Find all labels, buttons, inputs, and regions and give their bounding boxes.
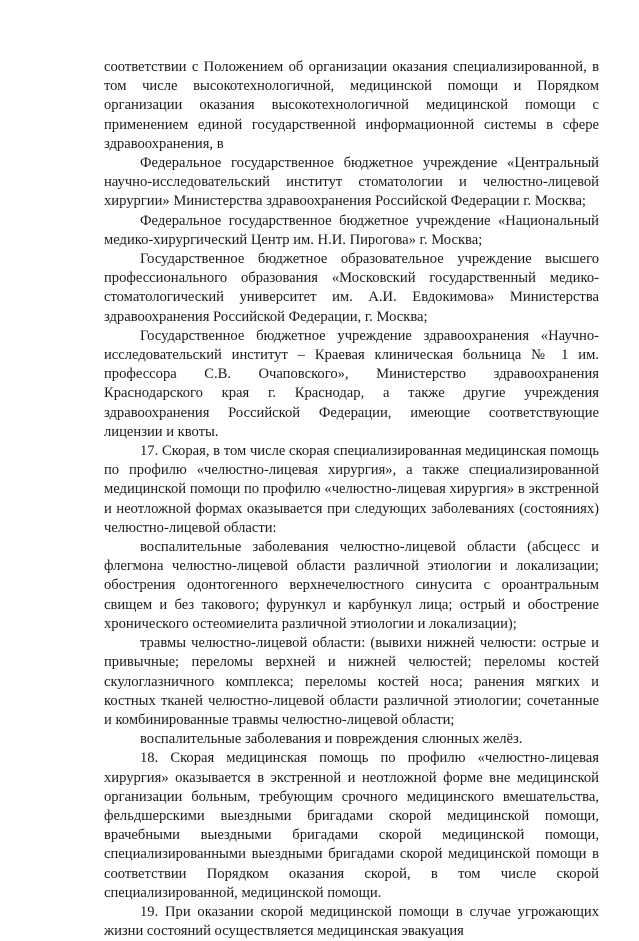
paragraph-item-17: 17. Скорая, в том числе скорая специализированная медицинская помощь по профилю «челюстно-лицевая хирургия», а также специализированной медицинской помощи по профилю «челюстно-лицевая хирургия» в экстренной и неотложной формах оказывается при следующих заболеваниях (состояниях) челюстно-лицевой области: — [104, 443, 599, 536]
paragraph-institution-msmsu: Государственное бюджетное образовательное учреждение высшего профессионального образования «Московский государственный медико-стоматологический университет им. А.И. Евдокимова» Министерства здравоохранения Российской Федерации, г. Москва; — [104, 251, 599, 325]
paragraph-salivary-glands: воспалительные заболевания и повреждения слюнных желёз. — [140, 731, 523, 748]
paragraph-institution-pirogov: Федеральное государственное бюджетное учреждение «Национальный медико-хирургический Центр им. Н.И. Пирогова» г. Москва; — [104, 212, 599, 248]
paragraph-continuation: соответствии с Положением об организации оказания специализированной, в том числе высокотехнологичной, медицинской помощи и Порядком организации оказания высокотехнологичной медицинской помощи с применением единой государственной информационной системы в сфере здравоохранения, в — [104, 59, 599, 152]
paragraph-inflammatory-diseases: воспалительные заболевания челюстно-лицевой области (абсцесс и флегмона челюстно-лицевой области различной этиологии и локализации; обострения одонтогенного верхнечелюстного синусита с ороантральным свищем и без такового; фурункул и карбункул лица; острый и обострение хронического остеомиелита различной этиологии и локализации); — [104, 539, 599, 632]
paragraph-institution-krasnodar: Государственное бюджетное учреждение здравоохранения «Научно-исследовательский институт – Краевая клиническая больница № 1 им. профессора С.В. Очаповского», Министерство здравоохранения Краснодарского края г. Краснодар, а также другие учреждения здравоохранения Российской Федерации, имеющие соответствующие лицензии и квоты. — [104, 327, 599, 440]
paragraph-item-19: 19. При оказании скорой медицинской помощи в случае угрожающих жизни состояний осуществляется медицинская эвакуация — [104, 903, 599, 940]
paragraph-item-18: 18. Скорая медицинская помощь по профилю «челюстно-лицевая хирургия» оказывается в экстренной и неотложной форме вне медицинской организации больным, требующим срочного медицинского вмешательства, фельдшерскими выездными бригадами скорой медицинской помощи, врачебными выездными бригадами скорой медицинской помощи, специализированными выездными бригадами скорой медицинской помощи в соответствии Порядком оказания скорой, в том числе скорой специализированной, медицинской помощи. — [104, 750, 599, 901]
paragraph-institution-cniis: Федеральное государственное бюджетное учреждение «Центральный научно-исследовательский институт стоматологии и челюстно-лицевой хирургии» Министерства здравоохранения Российской Федерации г. Москва; — [104, 155, 599, 210]
paragraph-injuries: травмы челюстно-лицевой области: (вывихи нижней челюсти: острые и привычные; переломы верхней и нижней челюстей; переломы костей скулоглазничного комплекса; переломы костей носа; ранения мягких и костных тканей челюстно-лицевой области различной этиологии; сочетанные и комбинированные травмы челюстно-лицевой области; — [104, 635, 599, 728]
